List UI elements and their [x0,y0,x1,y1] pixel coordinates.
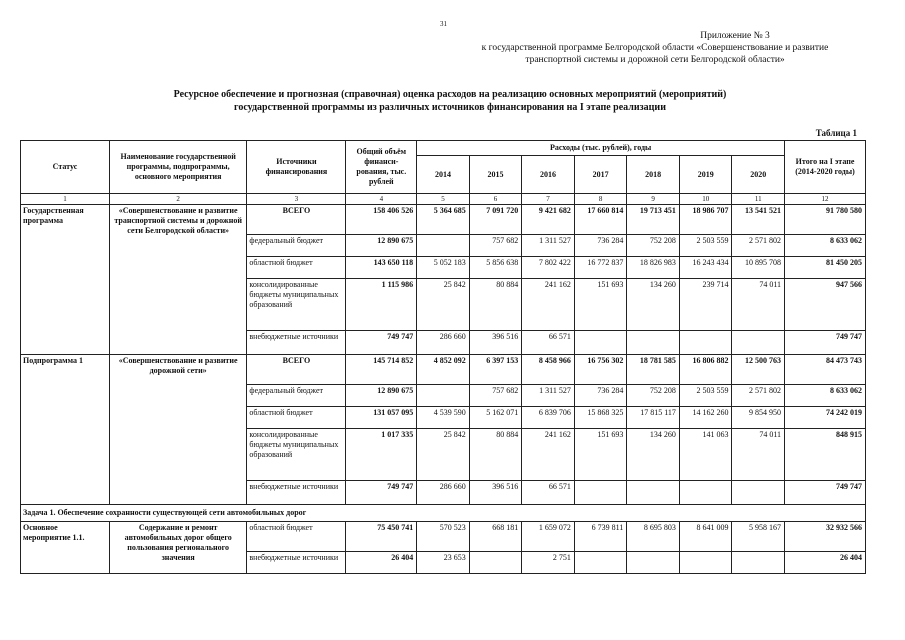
amount-cell: 158 406 526 [346,205,417,235]
amount-cell: 4 852 092 [417,355,470,385]
amount-cell: 25 842 [417,429,470,481]
amount-cell: 1 017 335 [346,429,417,481]
amount-cell: 12 500 763 [732,355,785,385]
table-label: Таблица 1 [815,128,857,138]
amount-cell: 8 633 062 [785,235,866,257]
funding-source: внебюджетные источники [247,552,346,574]
amount-cell: 17 815 117 [627,407,680,429]
amount-cell [574,331,627,355]
funding-source: областной бюджет [247,407,346,429]
amount-cell [732,331,785,355]
amount-cell: 286 660 [417,331,470,355]
funding-source: консолидированные бюджеты муниципальных образований [247,429,346,481]
column-index: 4 [346,194,417,205]
row-item-name: «Совершенствование и развитие дорожной сети» [109,355,246,505]
amount-cell: 848 915 [785,429,866,481]
amount-cell [417,235,470,257]
amount-cell: 2 571 802 [732,385,785,407]
amount-cell: 12 890 675 [346,385,417,407]
column-index: 2 [109,194,246,205]
amount-cell: 17 660 814 [574,205,627,235]
header-sources: Источники финансирования [247,141,346,194]
resource-table [20,140,866,574]
amount-cell: 757 682 [469,385,522,407]
amount-cell: 74 242 019 [785,407,866,429]
title-line-2: государственной программы из различных источников финансирования на I этапе реализации [234,102,666,113]
amount-cell [469,552,522,574]
header-total-stage: Итого на I этапе (2014-2020 годы) [785,141,866,194]
funding-source: федеральный бюджет [247,235,346,257]
header-total-volume: Общий объём финанси-рования, тыс. рублей [346,141,417,194]
amount-cell: 9 421 682 [522,205,575,235]
funding-source: ВСЕГО [247,355,346,385]
column-index: 11 [732,194,785,205]
amount-cell: 5 162 071 [469,407,522,429]
amount-cell: 1 115 986 [346,279,417,331]
amount-cell: 286 660 [417,481,470,505]
appendix-line-1: Приложение № 3 [700,31,770,41]
amount-cell [679,481,732,505]
amount-cell: 749 747 [785,331,866,355]
amount-cell: 14 162 260 [679,407,732,429]
amount-cell: 12 890 675 [346,235,417,257]
amount-cell: 66 571 [522,331,575,355]
amount-cell: 2 503 559 [679,385,732,407]
header-year: 2015 [469,156,522,194]
amount-cell: 151 693 [574,429,627,481]
amount-cell: 736 284 [574,235,627,257]
amount-cell: 6 397 153 [469,355,522,385]
amount-cell: 947 566 [785,279,866,331]
row-status: Подпрограмма 1 [21,355,110,505]
header-year: 2016 [522,156,575,194]
amount-cell: 18 986 707 [679,205,732,235]
row-status: Основное мероприятие 1.1. [21,522,110,574]
appendix-caption [445,30,865,66]
page-number: 31 [440,20,447,28]
amount-cell: 134 260 [627,279,680,331]
amount-cell: 80 884 [469,279,522,331]
document-title [90,88,810,114]
table-body [21,205,866,574]
amount-cell: 668 181 [469,522,522,552]
header-expenses: Расходы (тыс. рублей), годы [417,141,785,156]
header-year: 2020 [732,156,785,194]
amount-cell: 131 057 095 [346,407,417,429]
header-year: 2019 [679,156,732,194]
amount-cell: 752 208 [627,235,680,257]
amount-cell: 7 802 422 [522,257,575,279]
amount-cell: 2 751 [522,552,575,574]
amount-cell: 736 284 [574,385,627,407]
amount-cell: 5 856 638 [469,257,522,279]
amount-cell: 241 162 [522,429,575,481]
amount-cell: 32 932 566 [785,522,866,552]
amount-cell: 134 260 [627,429,680,481]
appendix-line-3: транспортной системы и дорожной сети Белгородской области» [525,55,785,65]
amount-cell: 8 641 009 [679,522,732,552]
amount-cell: 23 653 [417,552,470,574]
amount-cell: 749 747 [785,481,866,505]
funding-source: внебюджетные источники [247,481,346,505]
amount-cell: 25 842 [417,279,470,331]
amount-cell: 5 364 685 [417,205,470,235]
funding-source: внебюджетные источники [247,331,346,355]
amount-cell: 16 772 837 [574,257,627,279]
amount-cell: 13 541 521 [732,205,785,235]
amount-cell: 75 450 741 [346,522,417,552]
amount-cell: 6 739 811 [574,522,627,552]
amount-cell: 752 208 [627,385,680,407]
amount-cell [574,481,627,505]
column-index: 3 [247,194,346,205]
amount-cell: 9 854 950 [732,407,785,429]
header-year: 2017 [574,156,627,194]
amount-cell: 18 781 585 [627,355,680,385]
amount-cell: 749 747 [346,481,417,505]
amount-cell: 15 868 325 [574,407,627,429]
row-item-name: «Совершенствование и развитие транспортной системы и дорожной сети Белгородской области» [109,205,246,355]
amount-cell: 84 473 743 [785,355,866,385]
amount-cell: 749 747 [346,331,417,355]
column-index: 1 [21,194,110,205]
amount-cell: 16 806 882 [679,355,732,385]
funding-source: консолидированные бюджеты муниципальных образований [247,279,346,331]
amount-cell: 7 091 720 [469,205,522,235]
amount-cell [679,552,732,574]
column-index: 6 [469,194,522,205]
amount-cell [732,481,785,505]
amount-cell: 1 659 072 [522,522,575,552]
amount-cell [679,331,732,355]
column-index-row [21,194,866,205]
amount-cell: 241 162 [522,279,575,331]
amount-cell: 239 714 [679,279,732,331]
amount-cell [574,552,627,574]
amount-cell [732,552,785,574]
amount-cell: 4 539 590 [417,407,470,429]
amount-cell: 10 895 708 [732,257,785,279]
amount-cell: 1 311 527 [522,235,575,257]
header-status: Статус [21,141,110,194]
column-index: 9 [627,194,680,205]
funding-source: ВСЕГО [247,205,346,235]
amount-cell: 141 063 [679,429,732,481]
amount-cell: 80 884 [469,429,522,481]
amount-cell: 396 516 [469,331,522,355]
amount-cell: 74 011 [732,279,785,331]
amount-cell: 91 780 580 [785,205,866,235]
amount-cell: 18 826 983 [627,257,680,279]
amount-cell: 6 839 706 [522,407,575,429]
funding-source: областной бюджет [247,257,346,279]
column-index: 8 [574,194,627,205]
task-title: Задача 1. Обеспечение сохранности существующей сети автомобильных дорог [21,505,866,522]
amount-cell: 2 503 559 [679,235,732,257]
amount-cell: 757 682 [469,235,522,257]
table-row [21,522,866,552]
amount-cell: 16 756 302 [574,355,627,385]
amount-cell: 396 516 [469,481,522,505]
amount-cell: 16 243 434 [679,257,732,279]
amount-cell: 5 052 183 [417,257,470,279]
amount-cell: 26 404 [785,552,866,574]
amount-cell: 8 695 803 [627,522,680,552]
amount-cell: 145 714 852 [346,355,417,385]
amount-cell: 151 693 [574,279,627,331]
amount-cell: 1 311 527 [522,385,575,407]
funding-source: областной бюджет [247,522,346,552]
amount-cell: 81 450 205 [785,257,866,279]
amount-cell [627,331,680,355]
row-item-name: Содержание и ремонт автомобильных дорог общего пользования регионального значения [109,522,246,574]
column-index: 5 [417,194,470,205]
table-row [21,205,866,235]
header-year: 2018 [627,156,680,194]
amount-cell: 8 633 062 [785,385,866,407]
amount-cell: 570 523 [417,522,470,552]
appendix-line-2: к государственной программе Белгородской области «Совершенствование и развитие [481,43,829,53]
column-index: 10 [679,194,732,205]
column-index: 12 [785,194,866,205]
amount-cell: 143 650 118 [346,257,417,279]
header-year: 2014 [417,156,470,194]
amount-cell: 5 958 167 [732,522,785,552]
amount-cell [627,552,680,574]
amount-cell: 26 404 [346,552,417,574]
amount-cell: 2 571 802 [732,235,785,257]
amount-cell [627,481,680,505]
row-status: Государственная программа [21,205,110,355]
amount-cell: 74 011 [732,429,785,481]
funding-source: федеральный бюджет [247,385,346,407]
header-name: Наименование государственной программы, подпрограммы, основного мероприятия [109,141,246,194]
amount-cell: 8 458 966 [522,355,575,385]
amount-cell: 19 713 451 [627,205,680,235]
amount-cell: 66 571 [522,481,575,505]
table-row [21,355,866,385]
amount-cell [417,385,470,407]
column-index: 7 [522,194,575,205]
task-row [21,505,866,522]
title-line-1: Ресурсное обеспечение и прогнозная (справочная) оценка расходов на реализацию основных мероприятий (мероприятий) [173,89,727,100]
